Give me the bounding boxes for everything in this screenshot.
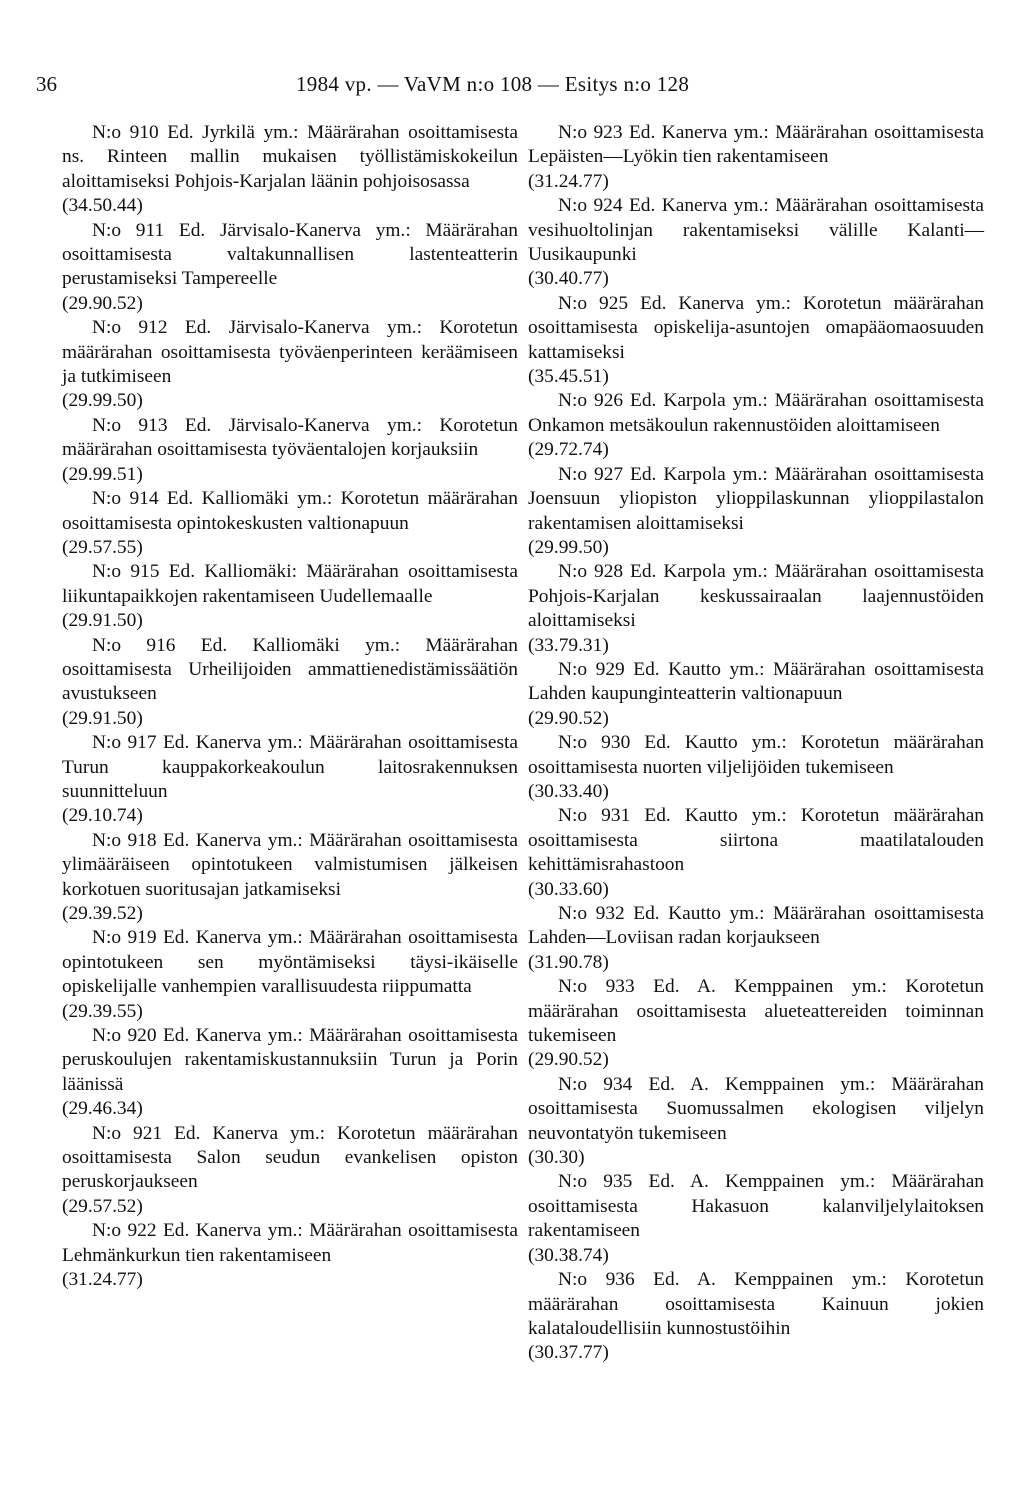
budget-code: (29.90.52) xyxy=(62,292,143,314)
motion-text: N:o 914 Ed. Kalliomäki ym.: Korotetun määrärahan osoittamisesta opintokeskusten valtionapuun xyxy=(62,488,518,534)
motion-entry xyxy=(528,560,984,658)
motion-text: N:o 928 Ed. Karpola ym.: Määrärahan osoittamisesta Pohjois-Karjalan keskussairaalan laajennustöiden aloittamiseksi xyxy=(528,561,984,632)
motion-text: N:o 929 Ed. Kautto ym.: Määrärahan osoittamisesta Lahden kaupunginteatterin valtionapuun xyxy=(528,658,984,705)
budget-code: (29.57.55) xyxy=(62,536,143,558)
budget-code: (29.39.55) xyxy=(62,1000,143,1022)
motion-text: N:o 926 Ed. Karpola ym.: Määrärahan osoittamisesta Onkamon metsäkoulun rakennustöiden aloittamiseen xyxy=(528,390,984,436)
budget-code: (29.99.51) xyxy=(62,463,143,485)
motion-text: N:o 919 Ed. Kanerva ym.: Määrärahan osoittamisesta opintotukeen sen myöntämiseksi täysi-ikäiselle opiskelijalle vanhempien varallisuudesta riippumatta xyxy=(62,927,518,998)
budget-code: (29.99.50) xyxy=(62,390,143,412)
left-column xyxy=(62,121,518,1293)
motion-entry xyxy=(62,414,518,487)
motion-entry xyxy=(528,1268,984,1366)
motion-text: N:o 922 Ed. Kanerva ym.: Määrärahan osoittamisesta Lehmänkurkun tien rakentamiseen xyxy=(62,1220,518,1266)
motion-entry xyxy=(62,731,518,829)
budget-code: (29.57.52) xyxy=(62,1195,143,1217)
motion-text: N:o 918 Ed. Kanerva ym.: Määrärahan osoittamisesta ylimääräiseen opintotukeen valmistumisen jälkeisen korkotuen suoritusajan jatkamiseksi xyxy=(62,829,518,900)
motion-entry xyxy=(62,316,518,414)
motion-entry xyxy=(528,658,984,731)
budget-code: (29.10.74) xyxy=(62,805,143,827)
motion-text: N:o 930 Ed. Kautto ym.: Korotetun määrärahan osoittamisesta nuorten viljelijöiden tukemiseen xyxy=(528,732,984,778)
budget-code: (29.46.34) xyxy=(62,1098,143,1120)
budget-code: (31.24.77) xyxy=(528,170,609,192)
budget-code: (33.79.31) xyxy=(528,634,609,656)
motion-entry xyxy=(528,1170,984,1268)
motion-text: N:o 931 Ed. Kautto ym.: Korotetun määrärahan osoittamisesta siirtona maatilatalouden kehittämisrahastoon xyxy=(528,805,984,876)
motion-text: N:o 913 Ed. Järvisalo-Kanerva ym.: Korotetun määrärahan osoittamisesta työväentalojen korjauksiin xyxy=(62,414,518,461)
budget-code: (29.90.52) xyxy=(528,707,609,729)
motion-text: N:o 912 Ed. Järvisalo-Kanerva ym.: Korotetun määrärahan osoittamisesta työväenperinteen keräämiseen ja tutkimiseen xyxy=(62,317,518,388)
motion-entry xyxy=(528,194,984,292)
budget-code: (30.33.40) xyxy=(528,780,609,802)
motion-text: N:o 933 Ed. A. Kemppainen ym.: Korotetun määrärahan osoittamisesta alueteattereiden toiminnan tukemiseen xyxy=(528,976,984,1047)
motion-entry xyxy=(528,389,984,462)
motion-text: N:o 927 Ed. Karpola ym.: Määrärahan osoittamisesta Joensuun yliopiston ylioppilaskunnan ylioppilastalon rakentamisen aloittamiseksi xyxy=(528,463,984,534)
motion-entry xyxy=(528,902,984,975)
motion-entry xyxy=(528,804,984,902)
running-title: 1984 vp. — VaVM n:o 108 — Esitys n:o 128 xyxy=(296,72,690,96)
motion-entry xyxy=(62,121,518,219)
motion-entry xyxy=(62,1024,518,1122)
budget-code: (29.72.74) xyxy=(528,439,609,461)
motion-entry xyxy=(62,926,518,1024)
motion-text: N:o 936 Ed. A. Kemppainen ym.: Korotetun määrärahan osoittamisesta Kainuun jokien kalataloudellisiin kunnostustöihin xyxy=(528,1269,984,1339)
motion-entry xyxy=(62,487,518,560)
motion-entry xyxy=(62,829,518,927)
motion-text: N:o 911 Ed. Järvisalo-Kanerva ym.: Määrärahan osoittamisesta valtakunnallisen lastenteatterin perustamiseksi Tampereelle xyxy=(62,219,518,290)
page-header xyxy=(36,72,996,102)
budget-code: (30.38.74) xyxy=(528,1244,609,1266)
budget-code: (30.40.77) xyxy=(528,268,609,290)
motion-entry xyxy=(528,731,984,804)
motion-entry xyxy=(528,463,984,561)
budget-code: (35.45.51) xyxy=(528,366,609,388)
budget-code: (30.37.77) xyxy=(528,1342,609,1364)
budget-code: (30.30) xyxy=(528,1147,585,1169)
motion-text: N:o 935 Ed. A. Kemppainen ym.: Määrärahan osoittamisesta Hakasuon kalanviljelylaitoksen rakentamiseen xyxy=(528,1171,984,1242)
budget-code: (30.33.60) xyxy=(528,878,609,900)
motion-entry xyxy=(62,634,518,732)
motion-entry xyxy=(528,121,984,194)
motion-text: N:o 921 Ed. Kanerva ym.: Korotetun määrärahan osoittamisesta Salon seudun evankelisen opiston peruskorjaukseen xyxy=(62,1122,518,1193)
motion-text: N:o 910 Ed. Jyrkilä ym.: Määrärahan osoittamisesta ns. Rinteen mallin mukaisen työllistämiskokeilun aloittamiseksi Pohjois-Karjalan läänin pohjoisosassa xyxy=(62,122,518,192)
motion-entry xyxy=(528,1073,984,1171)
motion-entry xyxy=(528,975,984,1073)
motion-text: N:o 934 Ed. A. Kemppainen ym.: Määrärahan osoittamisesta Suomussalmen ekologisen viljelyn neuvontatyön tukemiseen xyxy=(528,1073,984,1144)
motion-entry xyxy=(62,219,518,317)
motion-entry xyxy=(528,292,984,390)
motion-text: N:o 923 Ed. Kanerva ym.: Määrärahan osoittamisesta Lepäisten—Lyökin tien rakentamiseen xyxy=(528,122,984,168)
motion-text: N:o 916 Ed. Kalliomäki ym.: Määrärahan osoittamisesta Urheilijoiden ammattienedistämissäätiön avustukseen xyxy=(62,634,518,705)
motion-text: N:o 920 Ed. Kanerva ym.: Määrärahan osoittamisesta peruskoulujen rakentamiskustannuksiin Turun ja Porin läänissä xyxy=(62,1025,518,1095)
motion-text: N:o 915 Ed. Kalliomäki: Määrärahan osoittamisesta liikuntapaikkojen rakentamiseen Uudellemaalle xyxy=(62,561,518,607)
budget-code: (29.91.50) xyxy=(62,707,143,729)
page-number: 36 xyxy=(36,72,57,96)
motion-text: N:o 925 Ed. Kanerva ym.: Korotetun määrärahan osoittamisesta opiskelija-asuntojen omapääomaosuuden kattamiseksi xyxy=(528,292,984,363)
motion-entry xyxy=(62,1219,518,1292)
motion-text: N:o 917 Ed. Kanerva ym.: Määrärahan osoittamisesta Turun kauppakorkeakoulun laitosrakennuksen suunnitteluun xyxy=(62,732,518,802)
budget-code: (29.90.52) xyxy=(528,1049,609,1071)
budget-code: (31.90.78) xyxy=(528,951,609,973)
motion-entry xyxy=(62,560,518,633)
budget-code: (29.39.52) xyxy=(62,903,143,924)
budget-code: (34.50.44) xyxy=(62,195,143,217)
motion-text: N:o 924 Ed. Kanerva ym.: Määrärahan osoittamisesta vesihuoltolinjan rakentamiseksi välille Kalanti—Uusikaupunki xyxy=(528,195,984,266)
motion-entry xyxy=(62,1122,518,1220)
budget-code: (29.99.50) xyxy=(528,536,609,558)
budget-code: (31.24.77) xyxy=(62,1269,143,1291)
motion-text: N:o 932 Ed. Kautto ym.: Määrärahan osoittamisesta Lahden—Loviisan radan korjaukseen xyxy=(528,903,984,949)
right-column xyxy=(528,121,984,1366)
budget-code: (29.91.50) xyxy=(62,610,143,632)
